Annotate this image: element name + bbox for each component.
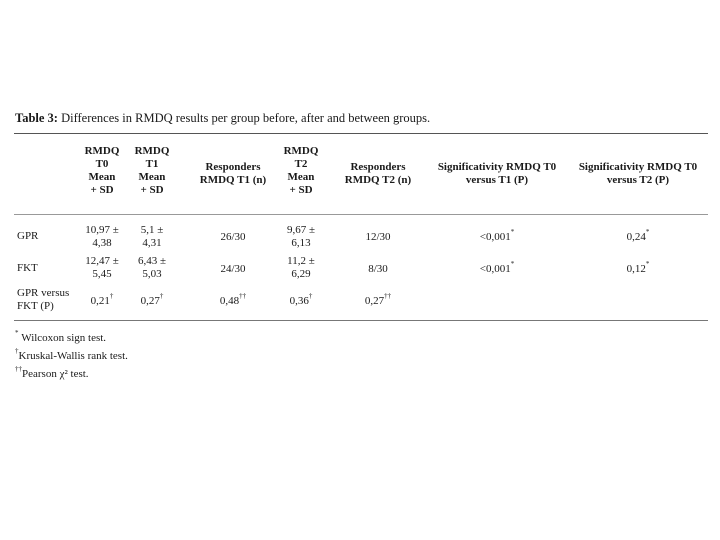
cell-value: <0,001 (479, 263, 511, 275)
footnote-mark: † (15, 347, 19, 356)
header-line: RMDQ (134, 145, 170, 157)
footnote-mark: †† (239, 292, 247, 301)
footnote-mark: * (510, 228, 515, 237)
cell-gpr-responders-t1: 26/30 (220, 231, 246, 243)
cell-value: 0,12 (626, 263, 646, 275)
cell-line: 6,29 (291, 268, 311, 280)
column-header-significativity-t1 (428, 161, 566, 187)
cell-value: 0,27 (364, 295, 385, 307)
footnote-mark: † (159, 292, 164, 301)
cell-value: 0,27 (140, 295, 160, 307)
cell-line: 9,67 ± (286, 224, 316, 236)
cell-fkt-rmdq-t0 (78, 255, 126, 281)
cell-line: 5,1 ± (140, 224, 164, 236)
cell-line: 4,31 (142, 237, 162, 249)
cell-line: 4,38 (92, 237, 112, 249)
column-header-rmdq-t2 (276, 145, 326, 197)
table-caption-text: Differences in RMDQ results per group before, after and between groups. (61, 111, 431, 125)
cell-value: 0,48 (219, 295, 240, 307)
header-line: T0 (95, 158, 109, 170)
row-label-text: FKT (P) (17, 300, 54, 312)
cell-line: 5,03 (142, 268, 162, 280)
cell-value: 0,24 (626, 231, 646, 243)
cell-gpr-rmdq-t0 (78, 224, 126, 250)
table-top-rule (14, 133, 708, 134)
cell-fkt-significativity-t1 (428, 260, 566, 276)
row-label-fkt: FKT (17, 262, 38, 274)
header-line: Responders (350, 161, 406, 173)
cell-fkt-rmdq-t2 (276, 255, 326, 281)
table-caption-label: Table 3: (15, 111, 58, 125)
footnote-mark: * (510, 260, 515, 269)
header-line: + SD (140, 184, 164, 196)
column-header-rmdq-t0 (78, 145, 126, 197)
footnote-mark: †† (15, 365, 22, 374)
cell-fkt-responders-t2: 8/30 (368, 263, 388, 275)
cell-line: 12,47 ± (85, 255, 119, 267)
cell-compare-rmdq-t0 (78, 292, 126, 308)
column-header-rmdq-t1 (128, 145, 176, 197)
header-line: Significativity RMDQ T0 (578, 161, 698, 173)
cell-line: 6,43 ± (137, 255, 167, 267)
header-line: RMDQ (84, 145, 120, 157)
column-header-significativity-t2 (568, 161, 708, 187)
header-line: versus T1 (P) (465, 174, 529, 186)
footnote-mark: † (308, 292, 313, 301)
cell-gpr-rmdq-t2 (276, 224, 326, 250)
cell-compare-responders-t1 (188, 292, 278, 308)
cell-fkt-responders-t1: 24/30 (220, 263, 246, 275)
cell-gpr-responders-t2: 12/30 (365, 231, 391, 243)
footnote-kruskal-wallis (15, 347, 128, 362)
row-label-line (17, 300, 69, 313)
footnote-mark: †† (384, 292, 392, 301)
header-line: + SD (289, 184, 313, 196)
cell-gpr-significativity-t2 (568, 228, 708, 244)
footnote-wilcoxon (15, 329, 107, 344)
table-header-rule (14, 214, 708, 215)
column-header-responders-t2 (330, 161, 426, 187)
footnote-text: Wilcoxon sign test. (21, 332, 107, 344)
cell-value: 0,36 (289, 295, 309, 307)
table-bottom-rule (14, 320, 708, 321)
header-line: T1 (145, 158, 159, 170)
header-line: Significativity RMDQ T0 (437, 161, 557, 173)
footnote-text: Pearson χ² test. (22, 368, 89, 380)
row-label-line: GPR versus (17, 287, 70, 299)
header-line: versus T2 (P) (606, 174, 670, 186)
cell-value: <0,001 (479, 231, 511, 243)
header-line-text: RMDQ T1 (n) (199, 174, 267, 186)
row-label-gpr: GPR (17, 230, 39, 242)
cell-gpr-significativity-t1 (428, 228, 566, 244)
header-line: Mean (88, 171, 116, 183)
footnote-mark: * (645, 228, 650, 237)
header-line: Mean (287, 171, 315, 183)
header-line: RMDQ T2 (n) (344, 174, 412, 186)
cell-compare-rmdq-t1 (128, 292, 176, 308)
header-line: Responders (205, 161, 261, 173)
footnote-mark: * (15, 329, 19, 338)
cell-compare-responders-t2 (330, 292, 426, 308)
cell-line: 11,2 ± (287, 255, 315, 267)
footnote-text: Kruskal-Wallis rank test. (18, 350, 128, 362)
header-line: Mean (138, 171, 166, 183)
header-line (188, 174, 278, 187)
cell-compare-rmdq-t2 (276, 292, 326, 308)
table-caption (15, 111, 430, 126)
cell-fkt-significativity-t2 (568, 260, 708, 276)
cell-gpr-rmdq-t1 (128, 224, 176, 250)
header-line: RMDQ (283, 145, 319, 157)
header-line: T2 (294, 158, 308, 170)
row-label-gpr-versus-fkt (17, 287, 69, 313)
footnote-pearson (15, 365, 89, 380)
cell-value: 0,21 (90, 295, 110, 307)
footnote-mark: † (109, 292, 114, 301)
cell-line: 10,97 ± (85, 224, 119, 236)
cell-line: 5,45 (92, 268, 112, 280)
header-line: + SD (90, 184, 114, 196)
cell-line: 6,13 (291, 237, 311, 249)
column-header-responders-t1 (188, 161, 278, 187)
cell-fkt-rmdq-t1 (128, 255, 176, 281)
footnote-mark: * (645, 260, 650, 269)
